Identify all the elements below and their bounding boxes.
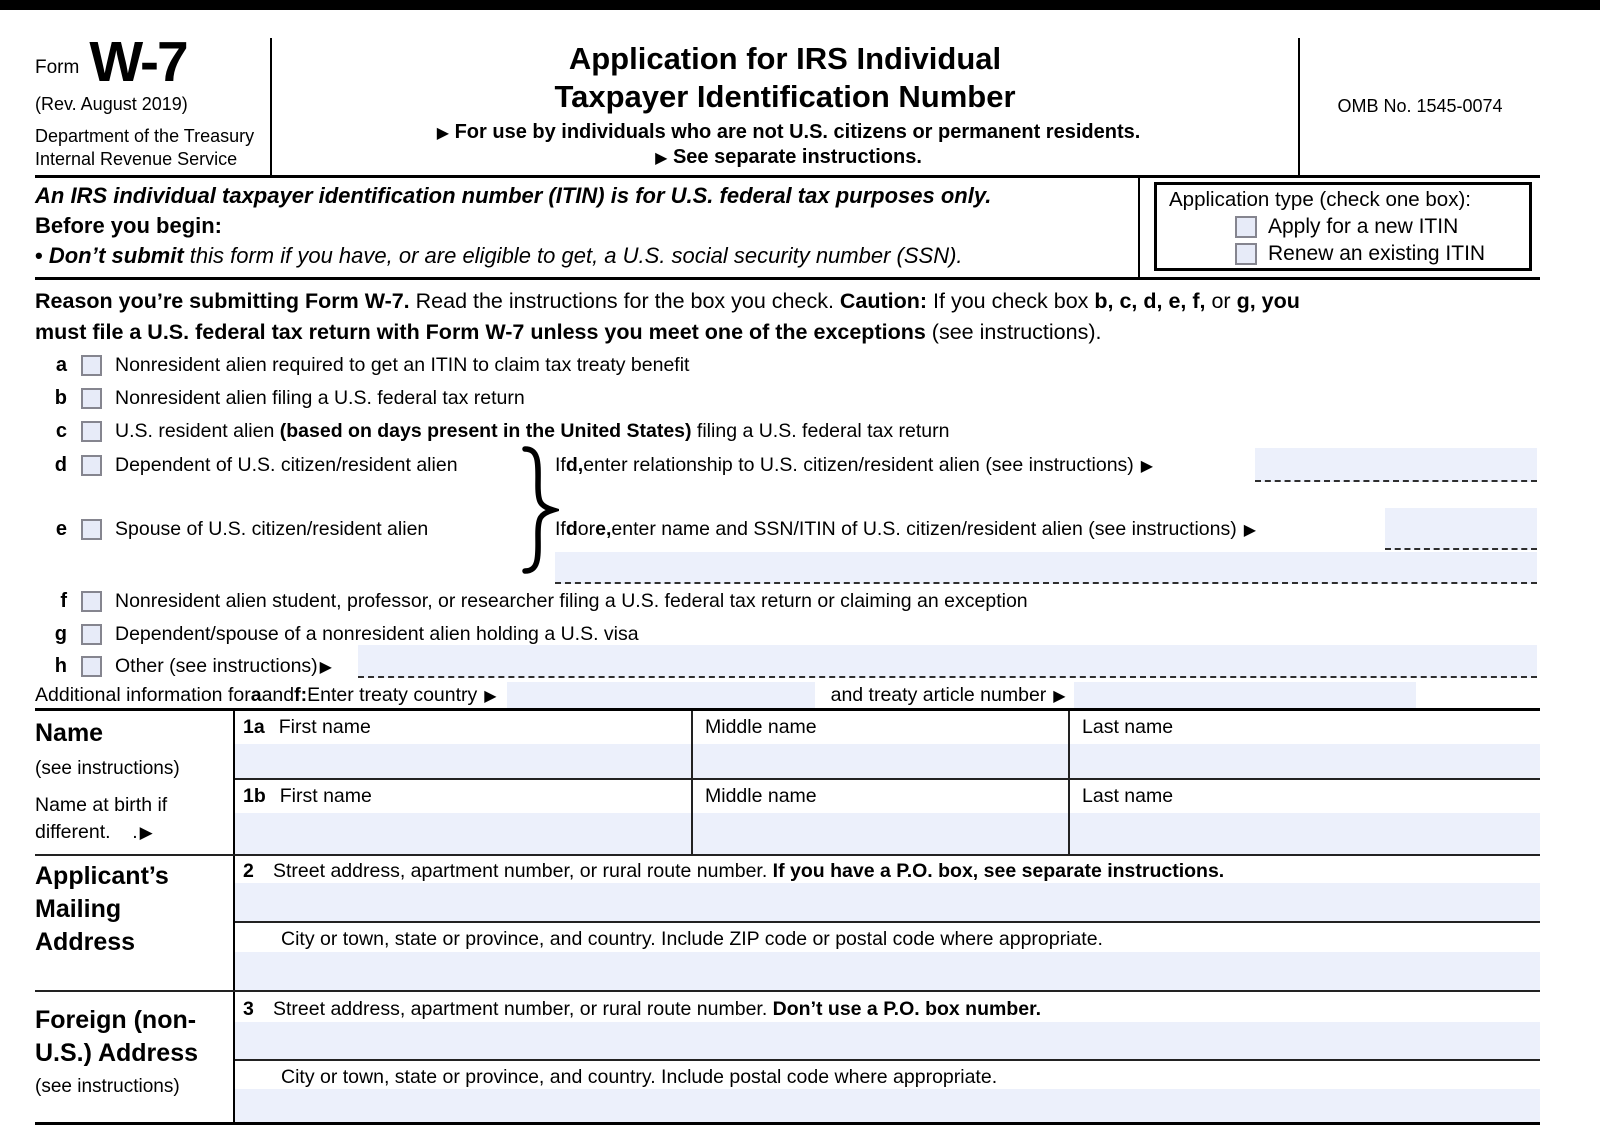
reason-row-d: d Dependent of U.S. citizen/resident alien xyxy=(54,453,458,476)
checkbox-apply-new-itin[interactable] xyxy=(1235,216,1257,238)
application-type-title: Application type (check one box): xyxy=(1169,188,1471,211)
condition-d: If d, enter relationship to U.S. citizen/resident alien (see instructions) ▶ xyxy=(555,453,1154,476)
mailing-rows xyxy=(235,856,1540,990)
checkbox-reason-d[interactable] xyxy=(81,455,102,476)
reason-intro-line1: Reason you’re submitting Form W-7. Read the instructions for the box you check. Caution: If you check box b, c, d, e, f, or g, you xyxy=(35,289,1300,313)
reason-rows xyxy=(35,348,1540,708)
form-id-block xyxy=(35,30,272,175)
input-name-ssn-itin-e-line2[interactable] xyxy=(555,552,1537,584)
form-title-line2: Taxpayer Identification Number xyxy=(554,79,1016,114)
input-1a-last-name[interactable] xyxy=(1070,744,1540,778)
arrow-right-icon: ▶ xyxy=(655,148,668,167)
checkbox-reason-f[interactable] xyxy=(81,591,102,612)
option-apply-new-itin[interactable] xyxy=(1235,215,1523,239)
name-row-1b: 1b First name Middle name Last name xyxy=(235,780,1540,854)
form-revision: (Rev. August 2019) xyxy=(35,94,188,114)
intro-band xyxy=(35,178,1540,280)
brace-d-e xyxy=(517,444,559,576)
option-label: Renew an existing ITIN xyxy=(1268,242,1486,265)
intro-text-block xyxy=(35,178,1140,277)
reason-row-c: c U.S. resident alien (based on days present in the United States) filing a U.S. federal tax return xyxy=(55,419,950,442)
input-treaty-country[interactable] xyxy=(507,682,815,708)
input-relationship-d[interactable] xyxy=(1255,448,1537,482)
omb-number: OMB No. 1545-0074 xyxy=(1337,96,1503,116)
name-rows xyxy=(235,711,1540,854)
reason-row-b: b Nonresident alien filing a U.S. federal tax return xyxy=(54,386,525,409)
agency-treasury: Department of the Treasury xyxy=(35,126,255,146)
reason-row-e: e Spouse of U.S. citizen/resident alien xyxy=(55,517,429,540)
name-row-1a: 1a First name Middle name Last name xyxy=(235,711,1540,780)
input-foreign-city[interactable] xyxy=(235,1089,1540,1122)
input-other-h[interactable] xyxy=(358,645,1537,678)
reason-row-a: a Nonresident alien required to get an ITIN to claim tax treaty benefit xyxy=(55,353,690,376)
form-title-line1: Application for IRS Individual xyxy=(568,41,1002,76)
input-mailing-city[interactable] xyxy=(235,952,1540,990)
checkbox-reason-e[interactable] xyxy=(81,519,102,540)
reason-row-h: h Other (see instructions) ▶ xyxy=(54,654,332,677)
foreign-address-section xyxy=(35,992,1540,1122)
mailing-side-label: Applicant’s Mailing Address xyxy=(35,856,235,990)
input-1a-first-name[interactable] xyxy=(235,744,691,778)
option-label: Apply for a new ITIN xyxy=(1268,215,1459,238)
name-see-instructions: (see instructions) xyxy=(35,758,180,779)
form-title-block xyxy=(272,38,1300,175)
bullet-icon: • xyxy=(35,243,43,268)
foreign-rows xyxy=(235,992,1540,1122)
form-label: Form xyxy=(35,57,80,78)
application-type-area xyxy=(1140,178,1540,277)
arrow-right-icon: ▶ xyxy=(1243,519,1257,539)
itin-purpose-note: An IRS individual taxpayer identification number (ITIN) is for U.S. federal tax purposes only. xyxy=(35,183,992,208)
dots: . . xyxy=(105,821,138,843)
option-renew-itin[interactable] xyxy=(1235,242,1523,266)
checkbox-reason-a[interactable] xyxy=(81,355,102,376)
use-line: For use by individuals who are not U.S. citizens or permanent residents. xyxy=(454,121,1141,143)
arrow-right-icon: ▶ xyxy=(139,823,153,843)
arrow-right-icon: ▶ xyxy=(436,123,450,142)
checkbox-reason-h[interactable] xyxy=(81,656,102,677)
additional-info-row: Additional information for a and f: Enter treaty country ▶ and treaty article number ▶ xyxy=(35,682,1540,708)
input-1b-last-name[interactable] xyxy=(1070,813,1540,854)
name-at-birth-label: Name at birth if different. . ▶ xyxy=(35,794,168,843)
w7-form xyxy=(35,30,1540,1125)
see-instructions-line: See separate instructions. xyxy=(672,146,922,168)
mailing-address-section xyxy=(35,856,1540,992)
foreign-street-label: 3 Street address, apartment number, or rural route number. Don’t use a P.O. box number. xyxy=(243,998,1042,1020)
page-top-rule xyxy=(0,0,1600,10)
checkbox-reason-c[interactable] xyxy=(81,421,102,442)
arrow-right-icon: ▶ xyxy=(1053,685,1066,705)
foreign-side-label: Foreign (non- U.S.) Address (see instructions) xyxy=(35,992,235,1122)
input-1b-first-name[interactable] xyxy=(235,813,691,854)
checkbox-renew-itin[interactable] xyxy=(1235,243,1257,265)
input-treaty-article[interactable] xyxy=(1074,682,1416,708)
name-title: Name xyxy=(35,719,104,747)
reason-intro-line2: must file a U.S. federal tax return with Form W-7 unless you meet one of the exceptions (see instructions). xyxy=(35,320,1102,344)
form-number: W-7 xyxy=(89,30,187,94)
input-1b-middle-name[interactable] xyxy=(693,813,1068,854)
condition-e: If d or e, enter name and SSN/ITIN of U.S. citizen/resident alien (see instructions) ▶ xyxy=(555,517,1257,540)
reason-row-f: f Nonresident alien student, professor, or researcher filing a U.S. federal tax return or claiming an exception xyxy=(60,589,1028,612)
reason-row-g: g Dependent/spouse of a nonresident alien holding a U.S. visa xyxy=(54,622,639,645)
name-side-label xyxy=(35,711,235,854)
name-section xyxy=(35,711,1540,856)
foreign-city-label: City or town, state or province, and country. Include postal code where appropriate. xyxy=(281,1066,998,1088)
arrow-right-icon: ▶ xyxy=(1140,455,1154,475)
form-table xyxy=(35,708,1540,1125)
input-foreign-street[interactable] xyxy=(235,1022,1540,1059)
checkbox-reason-g[interactable] xyxy=(81,624,102,645)
before-you-begin: Before you begin: xyxy=(35,213,223,238)
input-1a-middle-name[interactable] xyxy=(693,744,1068,778)
form-header xyxy=(35,30,1540,178)
input-mailing-street[interactable] xyxy=(235,883,1540,921)
mailing-street-label: 2 Street address, apartment number, or rural route number. If you have a P.O. box, see separate instructions. xyxy=(243,860,1225,882)
reason-intro xyxy=(35,280,1540,348)
checkbox-reason-b[interactable] xyxy=(81,388,102,409)
dont-submit-note: • Don’t submit this form if you have, or are eligible to get, a U.S. social security number (SSN). xyxy=(35,243,963,268)
input-name-ssn-itin-e[interactable] xyxy=(1385,508,1537,550)
mailing-city-label: City or town, state or province, and country. Include ZIP code or postal code where appropriate. xyxy=(281,928,1103,950)
agency-irs: Internal Revenue Service xyxy=(35,149,238,169)
arrow-right-icon: ▶ xyxy=(319,656,332,676)
application-type-box xyxy=(1154,182,1532,271)
arrow-right-icon: ▶ xyxy=(484,685,497,705)
